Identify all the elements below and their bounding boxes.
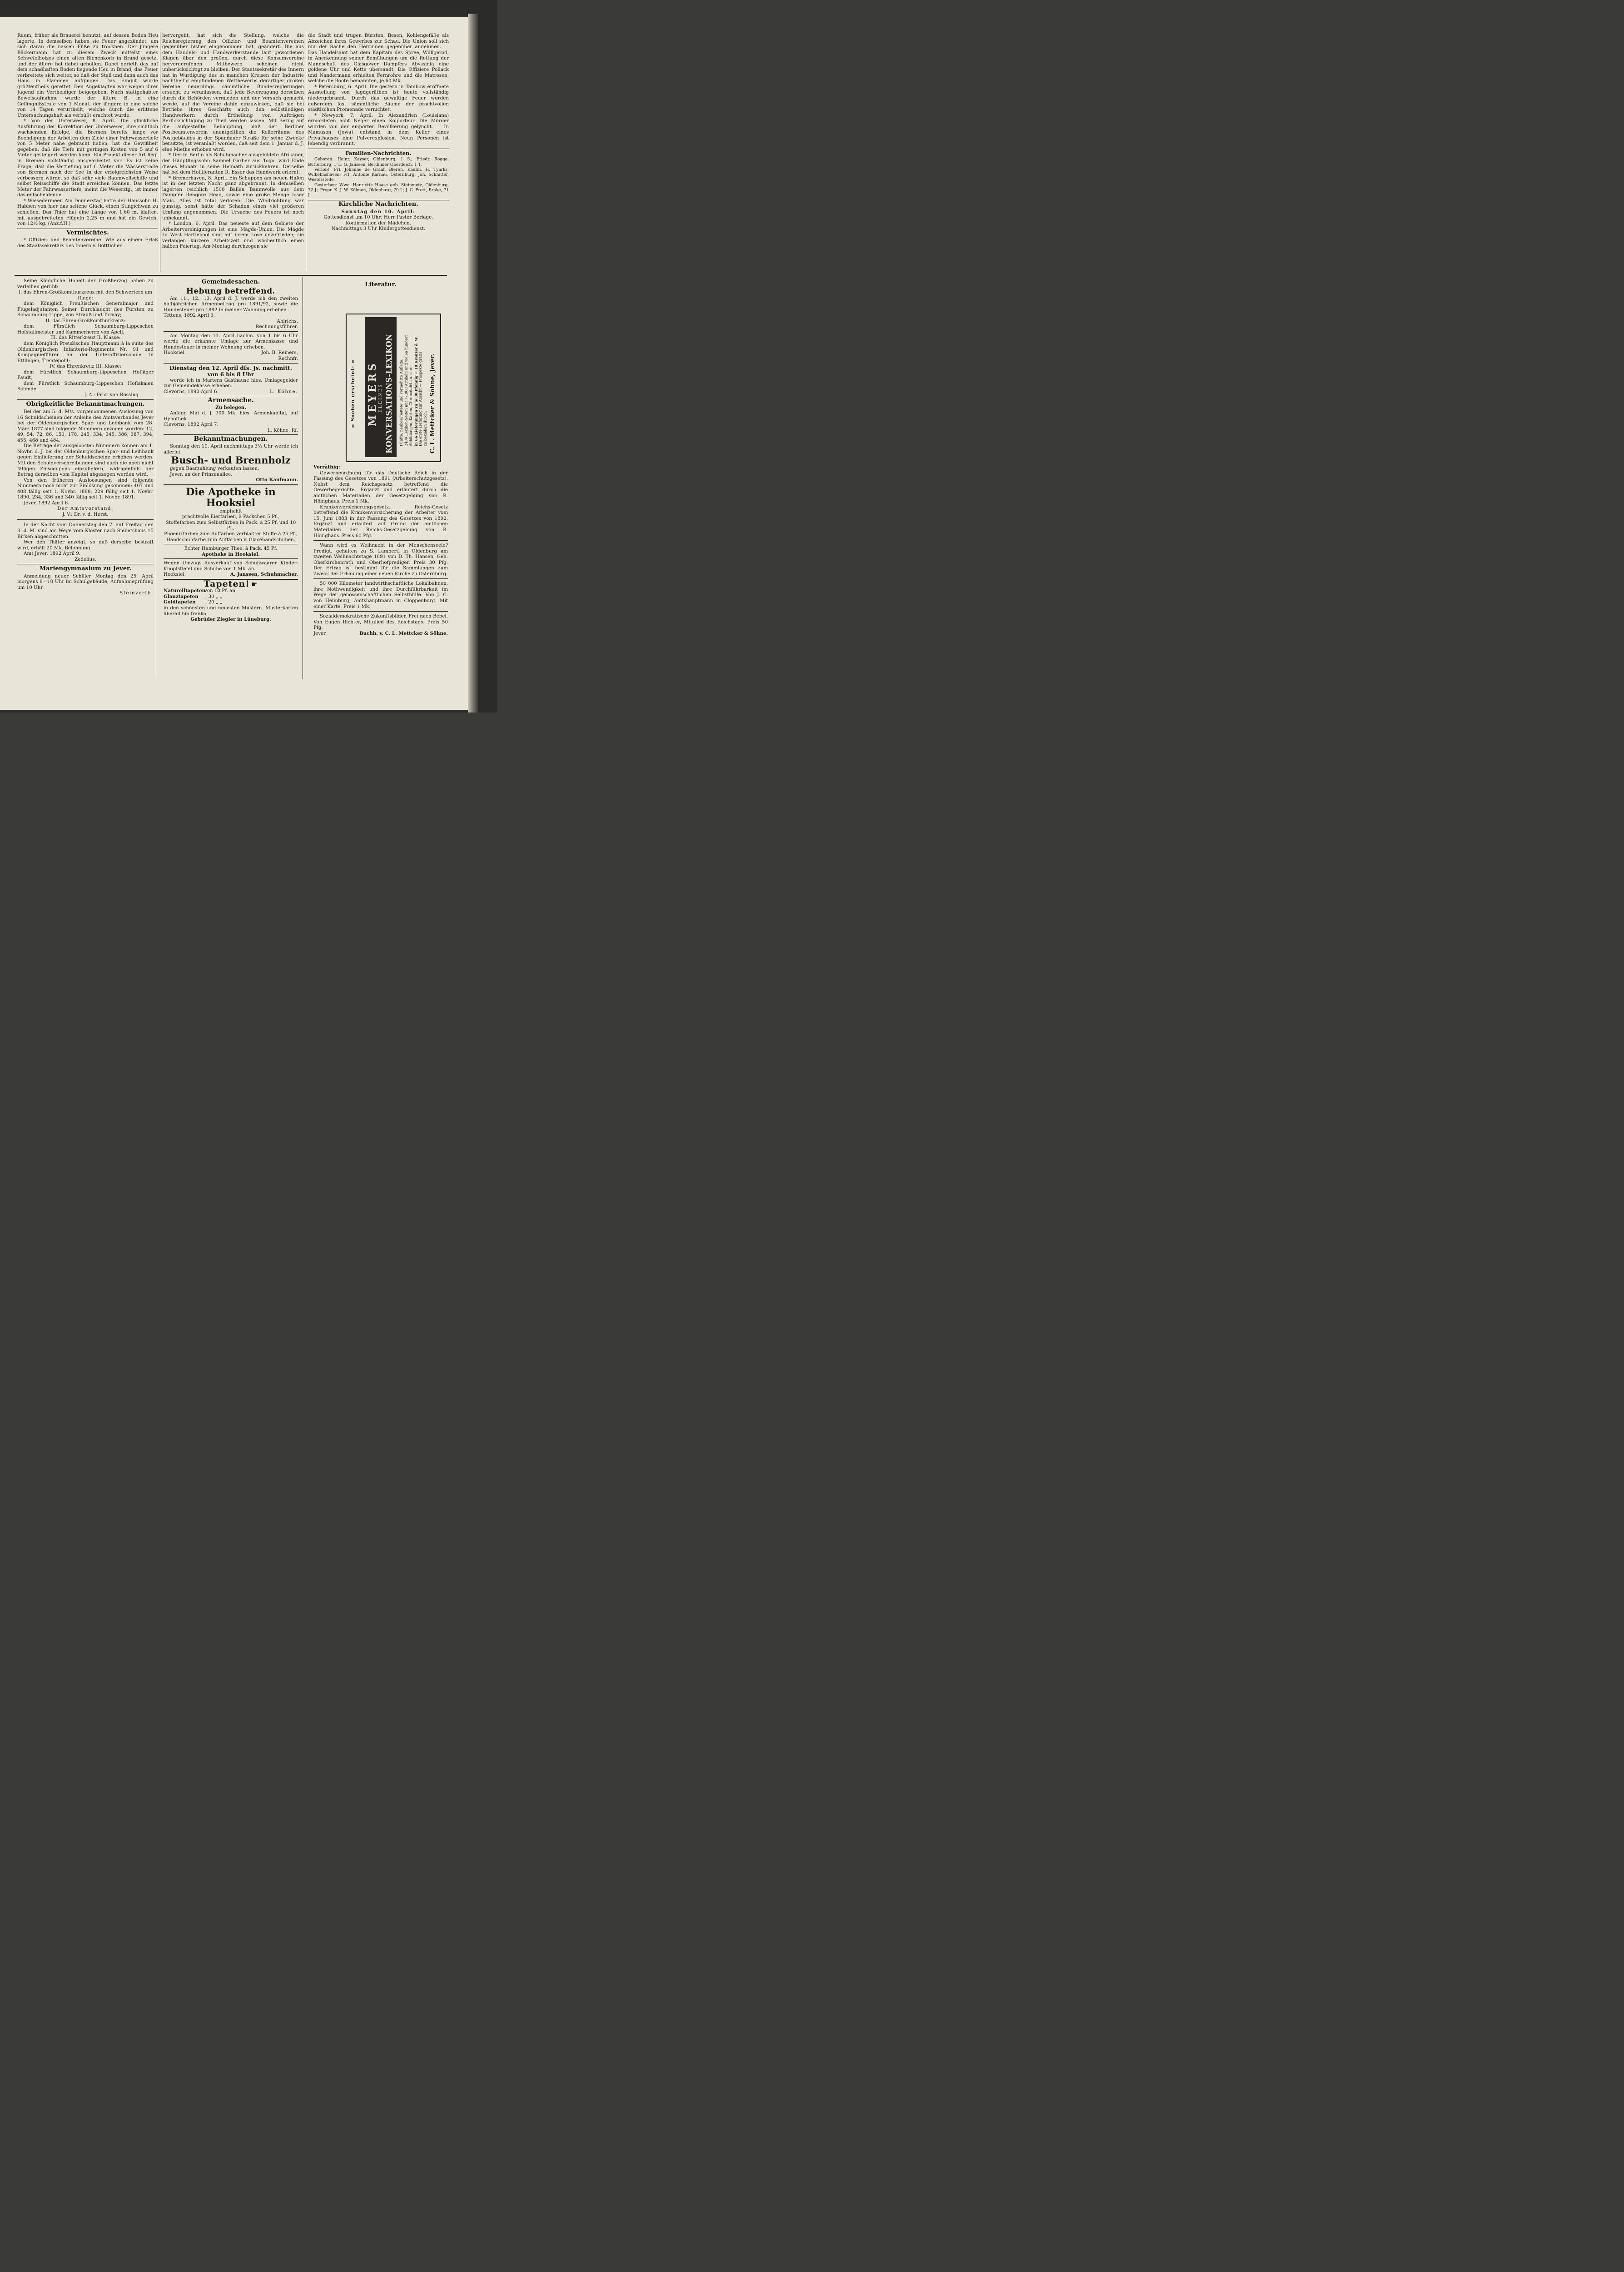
ad-umlage-role: Rechnfr. xyxy=(278,356,298,362)
section-heading-vermischtes: Vermischtes. xyxy=(66,229,109,236)
lit-item-lokalbahnen: 50 000 Kilometer landwirthschaftliche Lokalbahnen, ihre Nothwendigkeit und ihre Durchführbarkeit im Wege der genossenschaftlichen Selbsthülfe. Von J. C. von Heimburg, Amtshauptmann in Cloppenburg. Mit einer Karte. Preis 1 Mk. xyxy=(313,581,448,609)
notice-gestorben: Gestorben: Wwe. Henriette Haase geb. Steinmetz, Oldenburg, 72 J.; Propr. K. J. W. Köhnen, Oldenburg, 70 J.; J. C. Prott, Brake, 71 J. xyxy=(308,183,449,198)
orden-recipient-2: dem Fürstlich Schaumburg-Lippeschen Hofstallmeister und Kammerherrn von Apell; xyxy=(17,324,154,335)
divider xyxy=(313,578,448,579)
tapeten-price: „ 30 „ „ xyxy=(204,593,222,599)
section-heading-gemeindesachen: Gemeindesachen. xyxy=(201,279,260,285)
orden-intro: Seine Königliche Hoheit der Großherzog haben zu verleihen geruht: xyxy=(17,278,154,289)
meyers-desc-line: 2400 Lexikon-Seiten mit 77,000 Artikeln und vielen hundert xyxy=(404,335,408,446)
ad-busch-text: gegen Baarzahlung verkaufen lassen. xyxy=(170,466,259,472)
divider xyxy=(164,558,298,559)
divider xyxy=(17,519,154,520)
section-heading-literatur: Literatur. xyxy=(365,281,397,288)
orden-recipient-4: dem Fürstlich Schaumburg-Lippeschen Hofjäger Faudt, xyxy=(17,369,154,381)
ad-apotheke-line: empfiehlt xyxy=(219,508,242,514)
article-london-cont: die Stadt und trugen Bürsten, Besen, Kohlengefäße als Abzeichen ihres Gewerbes zur Schau. Die Union soll sich nur der Sache den Herrinnen gegenüber annehmen. — Das Handelsamt hat dem Kapitain des Spree, Willigerod, in Anerkennung seiner Bemühungen um die Rettung der Mannschaft des Glasgower Dampfers Abyssinia eine goldene Uhr und Kette übersandt. Die Offiziere Pollack und Nandermann erhielten Fernrohre und die Matrosen, welche die Boote bemannten, je 60 Mk. xyxy=(308,33,449,84)
ad-hebung-role: Rechnungsführer. xyxy=(255,324,298,330)
article-wiesedermeer: * Wiesedermeer. Am Donnerstag hatte der Haussohn H. Habben von hier das seltene Glück, einen Stingichwan zu schießen. Das Thier hat eine Länge von 1,60 m, klaftert mit ausgebreiteten Flügeln 2,25 m und hat ein Gewicht von 12½ kg. (Anz.f.H.) xyxy=(17,198,158,227)
ad-hebung-text: Am 11., 12., 13. April d. J. werde ich den zweiten halbjährlichen Armenbeitrag pro 1891/92, sowie die Hundesteuer pro 1892 in meiner Wohnung erheben. xyxy=(164,295,298,313)
literature-firm: Buchh. v. C. L. Mettcker & Söhne. xyxy=(359,630,448,636)
meyers-firm: C. L. Mettcker & Söhne, Jever. xyxy=(429,354,436,453)
top-column-1 xyxy=(17,33,158,249)
lit-item-gewerbeordnung: Gewerbeordnung für das Deutsche Reich in der Fassung des Gesetzes von 1891 (Arbeiterschutzgesetz). Nebst dem Reichsgesetz betreffend die Gewerbegerichte. Ergänzt und erläutert durch die amtlichen Materialien der Gesetzgebung von R. Höinghaus. Preis 1 Mk. xyxy=(313,470,448,504)
church-confirmation: Konfirmation der Mädchen. xyxy=(345,220,412,226)
bottom-left-column xyxy=(17,278,154,596)
meyers-title-block xyxy=(365,317,397,457)
pointing-hand-icon: ☛ xyxy=(251,579,258,588)
meyers-desc-line: in 66 Lieferungen zu je 30 Pfennig = 18 Kreuzer ö. W. xyxy=(413,336,418,446)
ad-umlage-sign: Joh. B. Reiners, xyxy=(261,350,298,356)
orden-signature: J. A.: Frhr. von Rössing. xyxy=(84,392,140,398)
article-petersburg: * Petersburg, 6. April. Die gestern in Tambow eröffnete Ausstellung von Jagdgeräthen ist heute vollständig niedergebrannt. Durch das gewaltige Feuer wurden außerdem fast sämmtliche Bäume der prachtvollen städtischen Promenade vernichtet. xyxy=(308,84,449,113)
birken-signature: Zedelius. xyxy=(74,556,96,562)
section-separator xyxy=(15,275,447,276)
divider xyxy=(313,540,448,541)
ad-bek-text: Sonntag den 10. April nachmittags 3½ Uhr werde ich allerlei xyxy=(164,443,298,455)
bottom-right-column xyxy=(313,281,448,289)
ad-schuh-sign: A. Janssen, Schuhmacher. xyxy=(230,572,298,578)
ad-tapeten-row xyxy=(164,599,298,605)
article-bremerhaven: * Bremerhaven, 8. April. Ein Schuppen am neuen Hafen ist in der letzten Nacht ganz abgebrannt. In demselben lagerten reichlich 1500 Ballen Baumwolle aus dem Dampfer Bengore Head, sowie eine große Menge loser Mais. Alles ist total verloren. Die Windrichtung war günstig, sonst hätte der Schaden einen viel größeren Umfang angenommen. Die Ursache des Feuers ist noch unbekannt. xyxy=(162,175,304,221)
meyers-desc-line: Fünfte, neubearbeitete und vermehrte Auflage. xyxy=(399,359,403,446)
literature-footer xyxy=(313,631,448,637)
article-afrikaner: * Der in Berlin als Schuhmacher ausgebildete Afrikaner, der Häuptlingssohn Samuel Garber aus Togo, wird Ende dieses Monats in seine Heimath zurückkehren. Derselbe hat bei dem Hofliferanten R. Esser das Handwerk erlernt. xyxy=(162,152,304,175)
ad-busch-title: Busch- und Brennholz xyxy=(171,454,291,466)
ad-dienstag-text: werde ich in Martens Gasthause hies. Umlagegelder zur Gemeindekasse erheben. xyxy=(164,377,298,389)
article-brand-continuation: Raum, früher als Brauerei benutzt, auf dessen Boden Heu lagerte. In demselben haben sie Feuer angezündet, um sich daran die nassen Füße zu trocknen. Der jüngere Bäckermann hat zu diesem Zweck mittelst eines Schwefelholzes einen alten Bienenkorb in Brand gesetzt und der ältere hat dabei geholfen. Dabei gerieth das auf dem schadhaften Boden liegende Heu in Brand, das Feuer verbreitete sich weiter, so daß der Stall und dann auch das Haus in Flammen aufgingen. Das Eingut wurde größtentheils gerettet. Den Angeklagten war wegen ihrer Jugend ein Vertheidiger beigegeben. Nach stattgehabter Beweisaufnahme wurde der ältere B. in eine Gefängnißstrafe von 1 Monat, der jüngere in eine solche von 14 Tagen verurtheilt, welche durch die erlittene Untersuchungshaft als verbüßt erachtet wurde. xyxy=(17,33,158,118)
family-notices xyxy=(308,157,449,198)
ad-hebung-title: Hebung betreffend. xyxy=(186,286,276,296)
ad-tapeten-row xyxy=(164,594,298,600)
article-london: * London, 6. April. Das neueste auf dem Gebiete der Arbeitervereinigungen ist eine Mägde-Union. Die Mägde zu West Hartlepool sind mit ihrem Lose unzufrieden; sie verlangen kürzere Arbeitszeit und wöchentlich einen halben Feiertag. Am Montag durchzogen sie xyxy=(162,221,304,249)
book-spine-edge xyxy=(468,14,478,712)
ad-tapeten-sign: Gebrüder Ziegler in Lüneburg. xyxy=(190,617,271,623)
meyers-desc-line: Abbildungen, Karten, Chromotafeln u. s. w. xyxy=(409,366,413,446)
ad-apotheke-line: prachtvolle Eierfarben, à Päckchen 5 Pf., xyxy=(182,514,279,520)
ad-hebung-sign: Ahlrichs, xyxy=(277,318,298,324)
vorraethig-label: Vorräthig: xyxy=(313,464,340,470)
ad-bek-title: Bekanntmachungen. xyxy=(194,435,268,443)
birken-notice: In der Nacht vom Donnerstag den 7. auf Freitag den 8. d. M. sind am Wege vom Kloster nach Siebetshaus 15 Birken abgeschnitten. xyxy=(17,522,154,539)
tapeten-type: Naturelltapeten xyxy=(164,588,206,594)
ad-apotheke-line: Phoenixfarben zum Auffärben verblaßter Stoffe à 25 Pf., xyxy=(164,531,298,537)
ad-tapeten-heading xyxy=(164,578,298,589)
article-unterweser: * Von der Unterweser, 8. April. Die glückliche Ausführung der Korrektion der Unterweser, ihre sichtlich wachsenden Erfolge, die Bremen bereits lange vor Beendigung der Arbeiten dem Ziele einer Fahrwassertiefe von 5 Meter nahe gebracht haben, hat die Gewißheit gegeben, daß die Tiefe mit geringen Kosten von 5 auf 6 Meter gesteigert werden kann. Ein Projekt dieser Art liegt in Bremen vollständig ausgearbeitet vor. Es ist keine Frage, daß die Vertiefung auf 6 Meter die Wasserstraße von Bremen nach der See in der erfolgreichsten Weise verbessern würde, so daß sehr viele Baumwollschiffe und selbst Reisschiffe die Stadt erreichen können. Das letzte Meter der Fahrwassertiefe, meint die Weserztg., ist immer das entscheidende. xyxy=(17,118,158,198)
ad-dienstag-title: Dienstag den 12. April dſs. Js. nachmitt. von 6 bis 8 Uhr xyxy=(169,364,292,378)
ad-schuh-footer xyxy=(164,572,298,578)
meyers-description xyxy=(399,335,428,446)
ad-apotheke-line: Stoffefarben zum Selbstfärben in Pack. à 25 Pf. und 10 Pf., xyxy=(165,519,296,531)
article-offizier-vereine: * Offizier- und Beamtenvereine. Wie aus einem Erlaß des Staatssekretärs des Innern v. Böttticher xyxy=(17,237,158,249)
orden-class-1: I. das Ehren-Großkomthurkreuz mit den Schwertern am Ringe: xyxy=(19,289,152,301)
top-column-2 xyxy=(162,33,304,249)
ad-dienstag-place: Clevorns, 1892 April 6. xyxy=(164,389,219,394)
meyers-desc-line: zu beziehen durch: xyxy=(423,411,427,446)
scanned-newspaper-page xyxy=(0,0,497,712)
notice-geboren: Geboren: Heinr. Kayser, Oldenburg, 1 S.; Friedr. Rogge, Butterburg, 1 T.; G. Janssen, Berdumer Oberdeich, 1 T. xyxy=(308,157,449,167)
auslosung-authority: Der Amtsvorstand. xyxy=(57,506,114,512)
gymnasium-notice: Anmeldung neuer Schüler Montag den 25. April morgens 8—10 Uhr im Schulgebäude; Aufnahmeprüfung um 10 Uhr. xyxy=(17,573,154,590)
meyers-desc-line: Die erste Lieferung zur Ansicht — Prospekte gratis xyxy=(418,352,422,446)
ad-apotheke-title: Die Apotheke in Hooksiel xyxy=(186,486,276,509)
literature-list xyxy=(313,464,448,636)
newspaper-sheet xyxy=(0,17,468,710)
section-heading-gymnasium: Mariengymnasium zu Jever. xyxy=(39,565,132,573)
orden-class-4: IV. das Ehrenkreuz III. Klasse: xyxy=(50,364,121,369)
ad-apotheke-sign: Apotheke in Hooksiel. xyxy=(202,551,260,557)
gymnasium-signature: Steinvorth. xyxy=(119,590,154,596)
orden-recipient-1: dem Königlich Preußischen Generalmajor und Flügeladjutanten Seiner Durchlaucht des Fürsten zu Schaumburg-Lippe, von Strauß und Tornay; xyxy=(17,301,154,318)
birken-reward: Wer den Thäter anzeigt, so daß derselbe bestraft wird, erhält 20 Mk. Belohnung. xyxy=(17,539,154,551)
ad-busch-sign: Otto Kaufmann. xyxy=(256,477,298,483)
divider xyxy=(17,399,154,400)
ad-tapeten-title: Tapeten! xyxy=(204,578,250,589)
divider xyxy=(164,484,298,485)
auslosung-earlier: Von den früheren Ausloosungen sind folgende Nummern noch nicht zur Einlösung gekommen: 407 und 408 fällig seit 1. Novbr. 1888, 229 fällig seit 1. Novbr. 1890, 234, 336 und 340 fällig seit 1. Novbr. 1891. xyxy=(17,477,154,500)
meyers-kleines: KLEINES xyxy=(378,383,383,413)
ad-armen-sign: L. Köhne, Rf. xyxy=(267,427,298,433)
top-column-3 xyxy=(308,33,449,232)
auslosung-payout: Die Beträge der ausgeloosten Nummern können am 1. Novbr. d. J. bei der Oldenburgischen Spar- und Leihbank gegen Einlieferung der Schuldscheine erhoben werden. Mit den Schuldverschreibungen sind auch die noch nicht fälligen Zinscoupons einzuliefern, widrigenfalls der Betrag derselben vom Kapital abgezogen werden wird. xyxy=(17,443,154,478)
meyers-lexikon-advertisement xyxy=(346,314,441,462)
ad-armen-text: Anfang Mai d. J. 300 Mk. hies. Armenkapital, auf Hypothek. xyxy=(164,410,298,422)
auslosung-signature: J. V.: Dr. v. d. Horst. xyxy=(62,511,109,517)
bottom-middle-column xyxy=(164,278,298,623)
orden-recipient-3: dem Königlich Preußischen Hauptmann à la suite des Oldenburgischen Infanterie-Regiments Nr. 91 und Kompagnieführer an der Unteroffizierschule in Ettlingen, Trentepohl; xyxy=(17,341,154,364)
section-heading-familien: Familien-Nachrichten. xyxy=(345,149,412,156)
divider xyxy=(313,611,448,612)
ad-armen-sub: Zu belegen. xyxy=(215,404,246,410)
lit-item-krankenversicherung: Krankenversicherungsgesetz. Reichs-Gesetz betreffend die Krankenversicherung der Arbeiter vom 15. Juni 1883 in der Fassung des Gesetzes von 1892. Ergänzt und erläutert auf Grund der amtlichen Materialien der Reichs-Gesetzgebung von R. Höinghaus. Preis 60 Pfg. xyxy=(313,504,448,538)
tapeten-price: von 10 Pf. an, xyxy=(204,588,237,594)
auslosung-text: Bei der am 5. d. Mts. vorgenommenen Auslosung von 16 Schuldscheinen der Anleihe des Amtsverbandes Jever bei der Oldenburgischen Spar- und Leihbank vom 28. März 1877 sind folgende Nummern gezogen worden: 12, 49, 54, 72, 86, 150, 178, 245, 334, 345, 386, 387, 394, 455, 468 und 484. xyxy=(17,409,154,443)
ad-schuh-text: Wegen Umzugs Ausverkauf von Schuhwaaren Kinder-Knopfstiefel und Schuhe von 1 Mk. an. xyxy=(164,560,298,572)
ad-tapeten-row xyxy=(164,588,298,594)
ad-hebung-place: Tettens, 1892 April 3. xyxy=(164,313,215,319)
auslosung-date: Jever, 1892 April 6. xyxy=(24,500,70,506)
meyers-soeben: = Soeben erscheint: = xyxy=(350,359,356,428)
article-offizier-vereine-cont: hervorgeht, hat sich die Stellung, welche die Reichsregierung den Offizier- und Beamtenvereinen gegenüber bisher eingenommen hat, geändert. Die aus dem Handels- und Handwerkerstande laut gewordenen Klagen über den großen, durch diese Konsumvereine hervorgerufenen Mitbewerb scheinen nicht unberücksichtigt zu bleiben. Der Staatssekretär des Innern hat in Würdigung des in manchen Kreisen der Industrie nachtheilig empfundenen Wettbewerbs derartiger großen Vereine neuerdings sämmtliche Bundesregierungen ersucht, zu veranlassen, daß jede Bevorzugung derselben durch die Behörden vermieden und der Versuch gemacht werde, auf die Vereine dahin einzuwirken, daß sie bei Betriebe ihres Geschäfts auch den selbständigen Handwerkern durch Ertheilung von Aufträgen Berücksichtigung zu Theil werden lassen. Mit Bezug auf die aufgestellte Behauptung, daß der Berliner Postbeamtenverein unentgeltlich die Kellerräume des Postgebäudes in der Spandauer Straße für seine Zwecke benutzte, ist veranlaßt worden, daß seit dem 1. Januar d. J. eine Miethe erhoben wird. xyxy=(162,33,304,152)
ad-dienstag-footer xyxy=(164,389,298,395)
tapeten-type: Goldtapeten xyxy=(164,599,196,605)
literature-place: Jever. xyxy=(313,630,327,636)
ad-armen-title: Armensache. xyxy=(208,397,254,404)
orden-recipient-5: dem Fürstlich Schaumburg-Lippeschen Hoflakaien Schmde. xyxy=(17,380,154,392)
ad-umlage-text: Am Montag den 11. April nachm. von 1 bis 6 Uhr werde die erkannte Umlage zur Armenkasse und Hundesteuer in meiner Wohnung erheben. xyxy=(164,333,298,350)
ad-busch-place: Jever, an der Prinzenallee. xyxy=(170,471,233,477)
meyers-name: MEYERS xyxy=(367,361,378,426)
tapeten-type: Glanztapeten xyxy=(164,593,199,599)
divider xyxy=(164,363,298,364)
divider xyxy=(164,434,298,435)
meyers-konversations-lexikon: KONVERSATIONS-LEXIKON xyxy=(385,334,393,453)
lit-item-weihnacht: Wann wird es Weihnacht in der Menschenseele? Predigt, gehalten zu S. Lamberti in Oldenburg am zweiten Weihnachtstage 1891 von D. Th. Hansen, Geh. Oberkirchenrath und Oberhofprediger. Preis 30 Pfg. Der Ertrag ist bestimmt für die Sammlungen zum Zweck der Erbauung einer neuen Kirche zu Osternburg. xyxy=(313,543,448,577)
church-service: Gottesdienst um 10 Uhr: Herr Pastor Berlage. xyxy=(323,214,433,220)
section-heading-obrigkeitliche: Obrigkeitliche Bekanntmachungen. xyxy=(26,401,145,408)
birken-date: Amt Jever, 1892 April 9. xyxy=(24,551,81,557)
section-heading-kirchliche: Kirchliche Nachrichten. xyxy=(338,201,418,208)
ad-tapeten-text: in den schönsten und neuesten Mustern. Musterkarten überall hin franko. xyxy=(164,605,298,617)
divider xyxy=(164,331,298,332)
ad-schuh-place: Hooksiel. xyxy=(164,572,186,578)
church-kids-service: Nachmittags 3 Uhr Kindergottesdienst. xyxy=(331,226,426,232)
ad-apotheke-thee: Echter Hamburger Thee, à Pack. 45 Pf. xyxy=(184,546,278,552)
church-date: Sonntag den 10. April: xyxy=(341,209,416,214)
orden-class-2: II. das Ehren-Großkomthurkreuz: xyxy=(45,318,125,324)
orden-class-3: III. das Ritterkreuz II. Klasse: xyxy=(50,335,121,341)
ad-umlage-footer xyxy=(164,350,298,356)
ad-apotheke-line: Handschuhfarbe zum Auffärben v. Glacéhandschuhen. xyxy=(166,537,295,543)
ad-armen-place: Clevorns, 1892 April 7. xyxy=(164,422,219,428)
ad-dienstag-sign: L. Köhne. xyxy=(269,389,298,394)
notice-verlobt: Verlobt: Frl. Johanne de Graaf, Bleren, Kaufm. H. Tyarks, Wilhelmshaven; Frl. Antonie Karnau, Osternburg, Joh. Schnitter, Westerstede. xyxy=(308,167,449,183)
lit-item-zukunftsbilder: Sozialdemokratische Zukunftsbilder. Frei nach Bebel. Von Eugen Richter, Mitglied des Reichstags. Preis 50 Pfg. xyxy=(313,613,448,631)
tapeten-price: „ 20 „ „ xyxy=(204,599,222,605)
article-newyork: * Newyork, 7. April. In Alexandrien (Louisiana) ermordeten acht Neger einen Kolporteur. Die Mörder wurden von der empörten Bevölkerung gelyncht. — In Mamuson (Jowa) entstand in dem Keller eines Privathauses eine Pulverexplosion. Neun Personen ist lebendig verbrannt. xyxy=(308,112,449,147)
ad-umlage-place: Hooksiel. xyxy=(164,350,186,356)
